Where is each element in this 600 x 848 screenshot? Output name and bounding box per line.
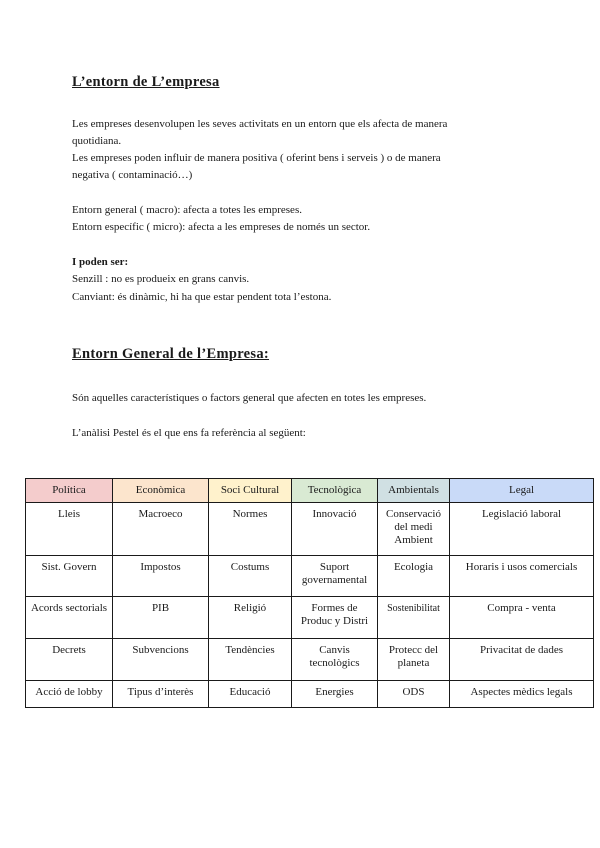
table-row [26,503,594,556]
table-cell: PIB [113,597,209,639]
table-cell: Sostenibilitat [378,597,450,639]
header-politica: Política [26,479,113,503]
intro-line-4: negativa ( contaminació…) [72,169,193,181]
table-cell: Energies [292,681,378,708]
table-cell: Lleis [26,503,113,556]
table-cell: Innovació [292,503,378,556]
can-be-heading: I poden ser: [72,256,129,268]
table-cell: Acords sectorials [26,597,113,639]
section-paragraph-2: L’anàlisi Pestel és el que ens fa referència al següent: [72,427,306,439]
table-cell: Privacitat de dades [450,639,594,681]
changing-environment-text: Canviant: és dinàmic, hi ha que estar pendent tota l’estona. [72,291,332,303]
table-cell: Protecc del planeta [378,639,450,681]
general-environment-text: Entorn general ( macro): afecta a totes les empreses. [72,204,302,216]
table-row [26,597,594,639]
simple-environment-text: Senzill : no es produeix en grans canvis. [72,273,250,285]
table-cell: Ecologia [378,556,450,597]
table-cell: Compra - venta [450,597,594,639]
table-cell: Decrets [26,639,113,681]
table-cell: Suport governamental [292,556,378,597]
table-cell: Sist. Govern [26,556,113,597]
header-economica: Econòmica [113,479,209,503]
table-cell: Religió [209,597,292,639]
table-row [26,639,594,681]
table-cell: Subvencions [113,639,209,681]
table-cell: Acció de lobby [26,681,113,708]
pestel-table [25,478,594,708]
intro-line-3: Les empreses poden influir de manera positiva ( oferint bens i serveis ) o de manera [72,152,441,164]
table-cell: Normes [209,503,292,556]
table-cell: Macroeco [113,503,209,556]
section-title: Entorn General de l’Empresa: [72,346,270,362]
specific-environment-text: Entorn específic ( micro): afecta a les empreses de només un sector. [72,221,371,233]
header-soci-cultural: Soci Cultural [209,479,292,503]
table-cell: Conservació del medi Ambient [378,503,450,556]
page-title: L’entorn de L’empresa [72,74,220,90]
header-ambientals: Ambientals [378,479,450,503]
table-cell: Aspectes mèdics legals [450,681,594,708]
table-cell: ODS [378,681,450,708]
table-row [26,681,594,708]
table-cell: Educació [209,681,292,708]
table-row [26,556,594,597]
table-cell: Tipus d’interès [113,681,209,708]
table-cell: Costums [209,556,292,597]
table-cell: Impostos [113,556,209,597]
intro-line-2: quotidiana. [72,135,122,147]
section-paragraph-1: Són aquelles característiques o factors general que afecten en totes les empreses. [72,392,427,404]
header-legal: Legal [450,479,594,503]
header-tecnologica: Tecnològica [292,479,378,503]
table-cell: Canvis tecnològics [292,639,378,681]
table-cell: Tendències [209,639,292,681]
intro-line-1: Les empreses desenvolupen les seves activitats en un entorn que els afecta de manera [72,118,448,130]
table-cell: Horaris i usos comercials [450,556,594,597]
table-cell: Legislació laboral [450,503,594,556]
table-cell: Formes de Produc y Distri [292,597,378,639]
table-header-row [26,479,594,503]
